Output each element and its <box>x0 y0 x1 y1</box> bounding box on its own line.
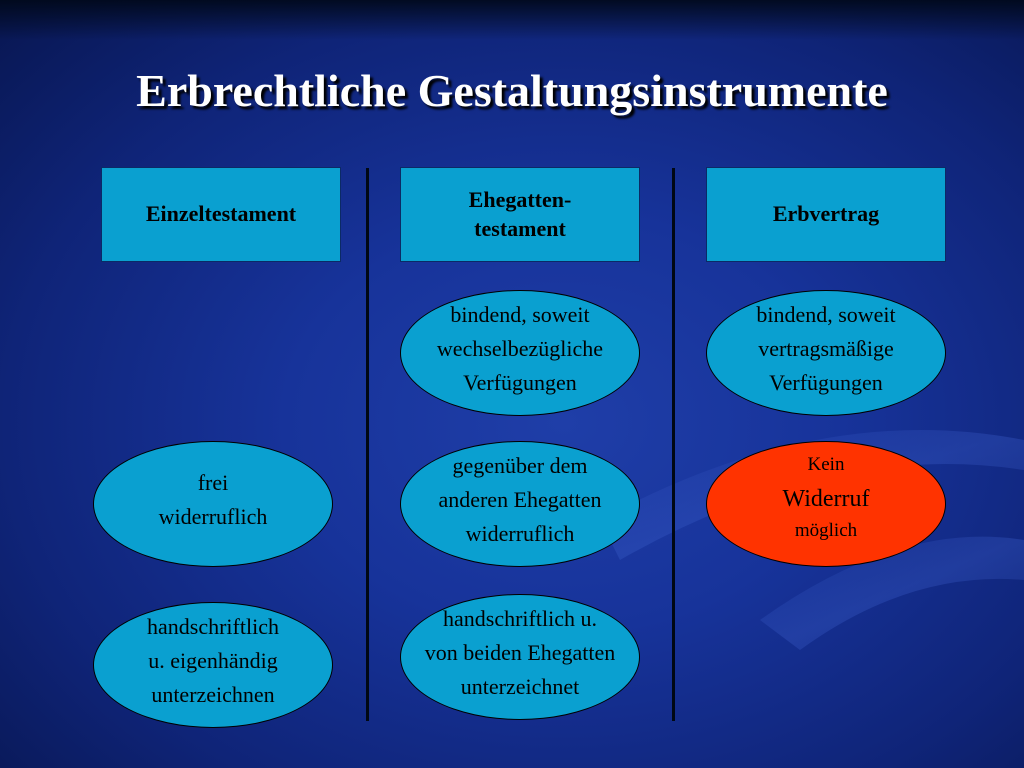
ellipse-ehegatten-handschriftlich <box>400 594 640 720</box>
ellipse-text: gegenüber dem anderen Ehegatten widerruflich <box>438 453 602 546</box>
highlight-word-moeglich: möglich <box>794 520 858 541</box>
ellipse-text: handschriftlich u. eigenhändig unterzeichnen <box>147 614 279 707</box>
slide-title: Erbrechtliche Gestaltungsinstrumente <box>136 65 888 116</box>
ellipse-text: frei widerruflich <box>158 470 268 529</box>
ellipse-erbvertrag-kein-widerruf <box>706 441 946 567</box>
ellipse-text-highlight <box>783 412 870 596</box>
column-divider-right <box>672 168 675 721</box>
ellipse-erbvertrag-bindend <box>706 290 946 416</box>
highlight-word-widerruf: Widerruf <box>782 486 870 512</box>
column-divider-left <box>366 168 369 721</box>
highlight-word-kein: Kein <box>807 454 845 475</box>
header-ehegattentestament: Ehegatten- testament <box>400 167 640 262</box>
ellipse-text: bindend, soweit wechselbezügliche Verfügungen <box>436 302 604 395</box>
header-einzeltestament: Einzeltestament <box>101 167 341 262</box>
ellipse-einzel-handschriftlich <box>93 602 333 728</box>
ellipse-ehegatten-bindend <box>400 290 640 416</box>
ellipse-ehegatten-widerruflich <box>400 441 640 567</box>
ellipse-einzel-frei-widerruflich <box>93 441 333 567</box>
header-erbvertrag: Erbvertrag <box>706 167 946 262</box>
ellipse-text: handschriftlich u. von beiden Ehegatten unterzeichnet <box>424 606 616 699</box>
ellipse-text: bindend, soweit vertragsmäßige Verfügungen <box>756 302 896 395</box>
